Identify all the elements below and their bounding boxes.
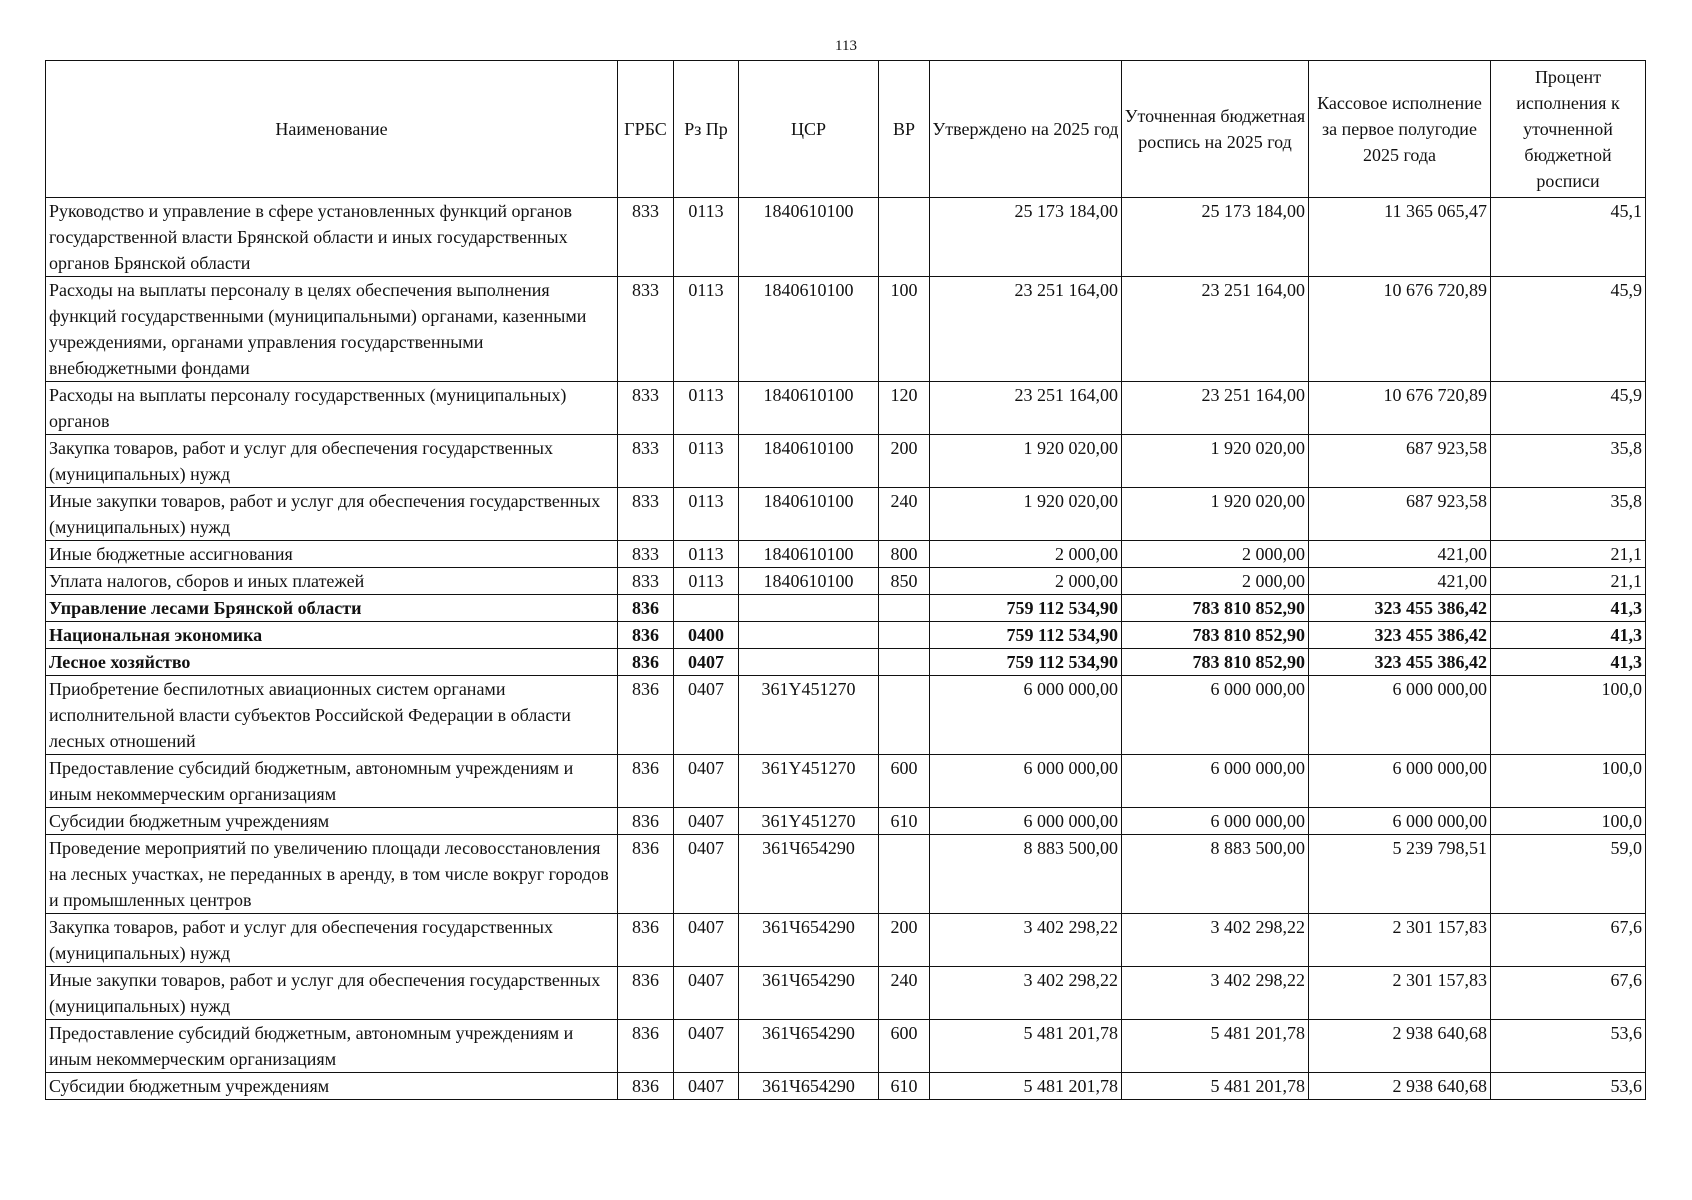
cell-refined: 1 920 020,00 <box>1122 488 1309 541</box>
cell-cash: 6 000 000,00 <box>1309 755 1491 808</box>
header-name: Наименование <box>46 61 618 198</box>
cell-refined: 6 000 000,00 <box>1122 676 1309 755</box>
cell-grbs: 833 <box>618 435 674 488</box>
cell-percent: 100,0 <box>1491 676 1646 755</box>
cell-percent: 41,3 <box>1491 649 1646 676</box>
budget-table <box>45 60 1646 1100</box>
cell-cash: 2 938 640,68 <box>1309 1073 1491 1100</box>
cell-approved: 759 112 534,90 <box>930 649 1122 676</box>
cell-cash: 421,00 <box>1309 541 1491 568</box>
cell-percent: 41,3 <box>1491 622 1646 649</box>
cell-grbs: 833 <box>618 541 674 568</box>
table-row <box>46 541 1646 568</box>
cell-rzpr: 0407 <box>674 1073 739 1100</box>
table-header-row <box>46 61 1646 198</box>
table-row <box>46 835 1646 914</box>
cell-csr: 361Ч654290 <box>739 967 879 1020</box>
cell-percent: 53,6 <box>1491 1020 1646 1073</box>
table-row <box>46 967 1646 1020</box>
cell-rzpr: 0113 <box>674 382 739 435</box>
cell-cash: 6 000 000,00 <box>1309 808 1491 835</box>
cell-approved: 6 000 000,00 <box>930 676 1122 755</box>
cell-grbs: 836 <box>618 649 674 676</box>
cell-vr: 120 <box>879 382 930 435</box>
cell-vr: 600 <box>879 755 930 808</box>
cell-refined: 23 251 164,00 <box>1122 382 1309 435</box>
cell-rzpr: 0407 <box>674 676 739 755</box>
cell-approved: 23 251 164,00 <box>930 382 1122 435</box>
table-body <box>46 198 1646 1100</box>
cell-refined: 5 481 201,78 <box>1122 1020 1309 1073</box>
cell-approved: 3 402 298,22 <box>930 967 1122 1020</box>
cell-approved: 25 173 184,00 <box>930 198 1122 277</box>
table-row <box>46 488 1646 541</box>
cell-rzpr: 0407 <box>674 967 739 1020</box>
table-row <box>46 755 1646 808</box>
cell-refined: 783 810 852,90 <box>1122 649 1309 676</box>
cell-csr: 361Y451270 <box>739 808 879 835</box>
table-row <box>46 382 1646 435</box>
cell-approved: 759 112 534,90 <box>930 622 1122 649</box>
cell-name: Закупка товаров, работ и услуг для обеспечения государственных (муниципальных) нужд <box>46 914 618 967</box>
cell-cash: 323 455 386,42 <box>1309 622 1491 649</box>
cell-refined: 783 810 852,90 <box>1122 622 1309 649</box>
table-row <box>46 622 1646 649</box>
cell-rzpr: 0407 <box>674 914 739 967</box>
cell-rzpr: 0113 <box>674 435 739 488</box>
cell-vr <box>879 198 930 277</box>
cell-percent: 67,6 <box>1491 967 1646 1020</box>
table-row <box>46 914 1646 967</box>
cell-name: Расходы на выплаты персоналу государственных (муниципальных) органов <box>46 382 618 435</box>
cell-vr: 610 <box>879 1073 930 1100</box>
cell-csr: 361Ч654290 <box>739 835 879 914</box>
cell-refined: 783 810 852,90 <box>1122 595 1309 622</box>
cell-rzpr: 0113 <box>674 541 739 568</box>
cell-rzpr: 0407 <box>674 1020 739 1073</box>
cell-vr <box>879 835 930 914</box>
table-row <box>46 1020 1646 1073</box>
cell-csr: 361Ч654290 <box>739 1020 879 1073</box>
cell-vr <box>879 622 930 649</box>
cell-percent: 21,1 <box>1491 568 1646 595</box>
cell-name: Субсидии бюджетным учреждениям <box>46 808 618 835</box>
cell-cash: 687 923,58 <box>1309 435 1491 488</box>
cell-percent: 100,0 <box>1491 755 1646 808</box>
cell-approved: 8 883 500,00 <box>930 835 1122 914</box>
cell-approved: 23 251 164,00 <box>930 277 1122 382</box>
table-row <box>46 277 1646 382</box>
cell-cash: 687 923,58 <box>1309 488 1491 541</box>
table-row <box>46 1073 1646 1100</box>
cell-vr: 240 <box>879 967 930 1020</box>
page-number: 113 <box>835 38 857 54</box>
cell-csr: 361Y451270 <box>739 676 879 755</box>
cell-name: Руководство и управление в сфере установленных функций органов государственной власти Брянской области и иных государственных органов Брянской области <box>46 198 618 277</box>
cell-refined: 5 481 201,78 <box>1122 1073 1309 1100</box>
cell-vr: 200 <box>879 435 930 488</box>
cell-rzpr: 0407 <box>674 808 739 835</box>
table-row <box>46 595 1646 622</box>
cell-grbs: 836 <box>618 622 674 649</box>
cell-rzpr: 0407 <box>674 649 739 676</box>
header-rzpr: Рз Пр <box>674 61 739 198</box>
cell-cash: 10 676 720,89 <box>1309 382 1491 435</box>
cell-name: Предоставление субсидий бюджетным, автономным учреждениям и иным некоммерческим организациям <box>46 1020 618 1073</box>
header-vr: ВР <box>879 61 930 198</box>
cell-cash: 10 676 720,89 <box>1309 277 1491 382</box>
cell-refined: 2 000,00 <box>1122 541 1309 568</box>
cell-vr: 100 <box>879 277 930 382</box>
cell-cash: 421,00 <box>1309 568 1491 595</box>
cell-percent: 41,3 <box>1491 595 1646 622</box>
cell-percent: 35,8 <box>1491 435 1646 488</box>
cell-percent: 45,9 <box>1491 382 1646 435</box>
cell-percent: 100,0 <box>1491 808 1646 835</box>
cell-grbs: 836 <box>618 755 674 808</box>
cell-csr <box>739 622 879 649</box>
cell-percent: 53,6 <box>1491 1073 1646 1100</box>
cell-name: Иные закупки товаров, работ и услуг для обеспечения государственных (муниципальных) нужд <box>46 488 618 541</box>
cell-percent: 45,1 <box>1491 198 1646 277</box>
cell-approved: 6 000 000,00 <box>930 808 1122 835</box>
table-row <box>46 435 1646 488</box>
table-row <box>46 808 1646 835</box>
cell-refined: 3 402 298,22 <box>1122 914 1309 967</box>
cell-grbs: 833 <box>618 198 674 277</box>
cell-grbs: 836 <box>618 808 674 835</box>
header-approved: Утверждено на 2025 год <box>930 61 1122 198</box>
cell-csr: 1840610100 <box>739 277 879 382</box>
table-row <box>46 198 1646 277</box>
table-row <box>46 568 1646 595</box>
header-percent: Процент исполнения к уточненной бюджетной росписи <box>1491 61 1646 198</box>
cell-csr: 1840610100 <box>739 382 879 435</box>
cell-rzpr: 0113 <box>674 568 739 595</box>
cell-name: Национальная экономика <box>46 622 618 649</box>
cell-rzpr: 0113 <box>674 488 739 541</box>
cell-rzpr: 0113 <box>674 277 739 382</box>
cell-percent: 35,8 <box>1491 488 1646 541</box>
cell-cash: 5 239 798,51 <box>1309 835 1491 914</box>
table-row <box>46 649 1646 676</box>
cell-csr <box>739 595 879 622</box>
cell-approved: 2 000,00 <box>930 541 1122 568</box>
cell-vr: 240 <box>879 488 930 541</box>
cell-vr: 200 <box>879 914 930 967</box>
cell-grbs: 836 <box>618 595 674 622</box>
cell-vr: 610 <box>879 808 930 835</box>
cell-percent: 45,9 <box>1491 277 1646 382</box>
header-refined: Уточненная бюджетная роспись на 2025 год <box>1122 61 1309 198</box>
cell-vr <box>879 595 930 622</box>
cell-cash: 2 301 157,83 <box>1309 967 1491 1020</box>
cell-refined: 25 173 184,00 <box>1122 198 1309 277</box>
cell-percent: 59,0 <box>1491 835 1646 914</box>
cell-refined: 23 251 164,00 <box>1122 277 1309 382</box>
cell-rzpr: 0407 <box>674 835 739 914</box>
cell-name: Иные бюджетные ассигнования <box>46 541 618 568</box>
cell-approved: 1 920 020,00 <box>930 488 1122 541</box>
cell-csr: 361Ч654290 <box>739 1073 879 1100</box>
cell-csr <box>739 649 879 676</box>
cell-rzpr: 0400 <box>674 622 739 649</box>
cell-approved: 1 920 020,00 <box>930 435 1122 488</box>
cell-name: Закупка товаров, работ и услуг для обеспечения государственных (муниципальных) нужд <box>46 435 618 488</box>
cell-cash: 11 365 065,47 <box>1309 198 1491 277</box>
cell-csr: 1840610100 <box>739 541 879 568</box>
cell-csr: 1840610100 <box>739 435 879 488</box>
header-cash: Кассовое исполнение за первое полугодие 2025 года <box>1309 61 1491 198</box>
cell-grbs: 836 <box>618 835 674 914</box>
cell-refined: 6 000 000,00 <box>1122 808 1309 835</box>
cell-name: Предоставление субсидий бюджетным, автономным учреждениям и иным некоммерческим организациям <box>46 755 618 808</box>
cell-approved: 6 000 000,00 <box>930 755 1122 808</box>
cell-name: Уплата налогов, сборов и иных платежей <box>46 568 618 595</box>
cell-percent: 21,1 <box>1491 541 1646 568</box>
cell-csr: 1840610100 <box>739 198 879 277</box>
cell-approved: 3 402 298,22 <box>930 914 1122 967</box>
cell-approved: 5 481 201,78 <box>930 1020 1122 1073</box>
cell-vr: 600 <box>879 1020 930 1073</box>
cell-grbs: 836 <box>618 967 674 1020</box>
cell-csr: 1840610100 <box>739 568 879 595</box>
cell-name: Субсидии бюджетным учреждениям <box>46 1073 618 1100</box>
cell-approved: 5 481 201,78 <box>930 1073 1122 1100</box>
cell-cash: 323 455 386,42 <box>1309 595 1491 622</box>
cell-grbs: 833 <box>618 568 674 595</box>
cell-csr: 361Ч654290 <box>739 914 879 967</box>
header-grbs: ГРБС <box>618 61 674 198</box>
cell-rzpr: 0407 <box>674 755 739 808</box>
cell-refined: 1 920 020,00 <box>1122 435 1309 488</box>
cell-vr <box>879 676 930 755</box>
cell-name: Лесное хозяйство <box>46 649 618 676</box>
cell-cash: 2 301 157,83 <box>1309 914 1491 967</box>
cell-rzpr <box>674 595 739 622</box>
cell-grbs: 836 <box>618 1020 674 1073</box>
cell-approved: 2 000,00 <box>930 568 1122 595</box>
cell-refined: 3 402 298,22 <box>1122 967 1309 1020</box>
cell-cash: 323 455 386,42 <box>1309 649 1491 676</box>
cell-csr: 1840610100 <box>739 488 879 541</box>
table-row <box>46 676 1646 755</box>
cell-cash: 6 000 000,00 <box>1309 676 1491 755</box>
cell-grbs: 836 <box>618 676 674 755</box>
cell-grbs: 833 <box>618 382 674 435</box>
cell-vr <box>879 649 930 676</box>
cell-name: Расходы на выплаты персоналу в целях обеспечения выполнения функций государственными (муниципальными) органами, казенными учреждениями, органами управления государственными внебюджетными фондами <box>46 277 618 382</box>
cell-approved: 759 112 534,90 <box>930 595 1122 622</box>
cell-grbs: 833 <box>618 277 674 382</box>
cell-refined: 2 000,00 <box>1122 568 1309 595</box>
cell-name: Проведение мероприятий по увеличению площади лесовосстановления на лесных участках, не переданных в аренду, в том числе вокруг городов и промышленных центров <box>46 835 618 914</box>
cell-name: Иные закупки товаров, работ и услуг для обеспечения государственных (муниципальных) нужд <box>46 967 618 1020</box>
cell-vr: 850 <box>879 568 930 595</box>
cell-refined: 8 883 500,00 <box>1122 835 1309 914</box>
cell-grbs: 833 <box>618 488 674 541</box>
header-csr: ЦСР <box>739 61 879 198</box>
cell-name: Управление лесами Брянской области <box>46 595 618 622</box>
cell-name: Приобретение беспилотных авиационных систем органами исполнительной власти субъектов Российской Федерации в области лесных отношений <box>46 676 618 755</box>
cell-cash: 2 938 640,68 <box>1309 1020 1491 1073</box>
cell-csr: 361Y451270 <box>739 755 879 808</box>
cell-grbs: 836 <box>618 1073 674 1100</box>
cell-grbs: 836 <box>618 914 674 967</box>
cell-percent: 67,6 <box>1491 914 1646 967</box>
cell-refined: 6 000 000,00 <box>1122 755 1309 808</box>
cell-rzpr: 0113 <box>674 198 739 277</box>
cell-vr: 800 <box>879 541 930 568</box>
